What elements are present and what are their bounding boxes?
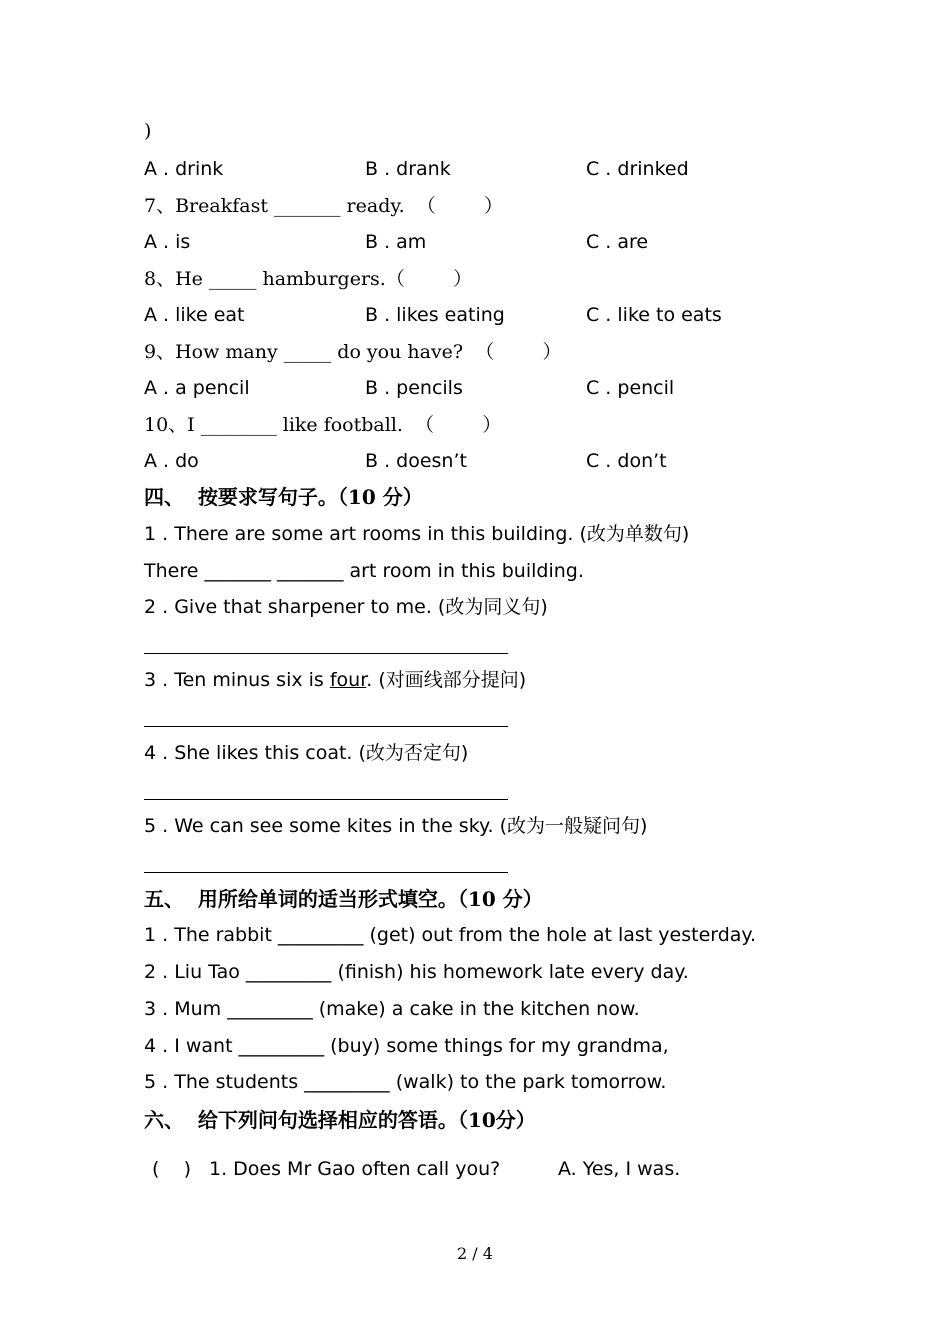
q10-option-b[interactable]: B . doesn’t (365, 450, 467, 472)
s6-q1-answer: A. Yes, I was. (558, 1158, 681, 1180)
q7-option-b[interactable]: B . am (365, 231, 427, 253)
q6-option-b[interactable]: B . drank (365, 158, 451, 180)
q7-option-c[interactable]: C . are (586, 231, 649, 253)
s6-q1-paren[interactable]: ( ) (152, 1158, 191, 1180)
q9-stem: 9、How many _____ do you have? （ ） (144, 341, 562, 363)
q8-option-a[interactable]: A . like eat (144, 304, 245, 326)
q8-option-b[interactable]: B . likes eating (365, 304, 505, 326)
q10-option-c[interactable]: C . don’t (586, 450, 667, 472)
s4-q2-answer-rule[interactable] (144, 653, 508, 654)
q10-stem: 10、I ________ like football. （ ） (144, 414, 502, 436)
q8-option-c[interactable]: C . like to eats (586, 304, 722, 326)
q9-option-a[interactable]: A . a pencil (144, 377, 250, 399)
q6-option-c[interactable]: C . drinked (586, 158, 689, 180)
section5-title: 五、 用所给单词的适当形式填空。（10 分） (144, 887, 543, 911)
page-number: 2 / 4 (457, 1244, 493, 1263)
s4-q3-pre: 3 . Ten minus six is (144, 669, 330, 691)
s4-q3 (144, 667, 526, 693)
s5-item-1: 1 . The rabbit _________ (get) out from the hole at last yesterday. (144, 924, 757, 946)
q7-stem: 7、Breakfast _______ ready. （ ） (144, 195, 504, 217)
s5-item-3: 3 . Mum _________ (make) a cake in the kitchen now. (144, 998, 640, 1020)
s4-q2: 2 . Give that sharpener to me. (改为同义句) (144, 596, 548, 618)
q9-option-c[interactable]: C . pencil (586, 377, 675, 399)
s4-q3-post: . (对画线部分提问) (366, 669, 527, 691)
s6-q1-question: 1. Does Mr Gao often call you? (209, 1158, 501, 1180)
s5-item-5: 5 . The students _________ (walk) to the park tomorrow. (144, 1071, 667, 1093)
s4-q4: 4 . She likes this coat. (改为否定句) (144, 742, 469, 764)
q8-stem: 8、He _____ hamburgers.（ ） (144, 268, 473, 290)
s4-q3-underlined-word: four (329, 669, 367, 691)
q9-option-b[interactable]: B . pencils (365, 377, 463, 399)
s5-item-2: 2 . Liu Tao _________ (finish) his homework late every day. (144, 961, 689, 983)
section6-title: 六、 给下列问句选择相应的答语。（10分） (144, 1108, 536, 1132)
section4-title: 四、 按要求写句子。（10 分） (144, 485, 423, 509)
continuation-paren: ) (144, 120, 152, 142)
s4-q4-answer-rule[interactable] (144, 799, 508, 800)
s4-q5-answer-rule[interactable] (144, 872, 508, 873)
s4-q5: 5 . We can see some kites in the sky. (改为一般疑问句) (144, 815, 648, 837)
q6-option-a[interactable]: A . drink (144, 158, 224, 180)
s4-q1: 1 . There are some art rooms in this building. (改为单数句) (144, 523, 690, 545)
s4-q1-answer-line: There _______ _______ art room in this building. (144, 560, 584, 582)
s4-q3-answer-rule[interactable] (144, 726, 508, 727)
s5-item-4: 4 . I want _________ (buy) some things for my grandma, (144, 1035, 669, 1057)
q7-option-a[interactable]: A . is (144, 231, 191, 253)
q10-option-a[interactable]: A . do (144, 450, 199, 472)
